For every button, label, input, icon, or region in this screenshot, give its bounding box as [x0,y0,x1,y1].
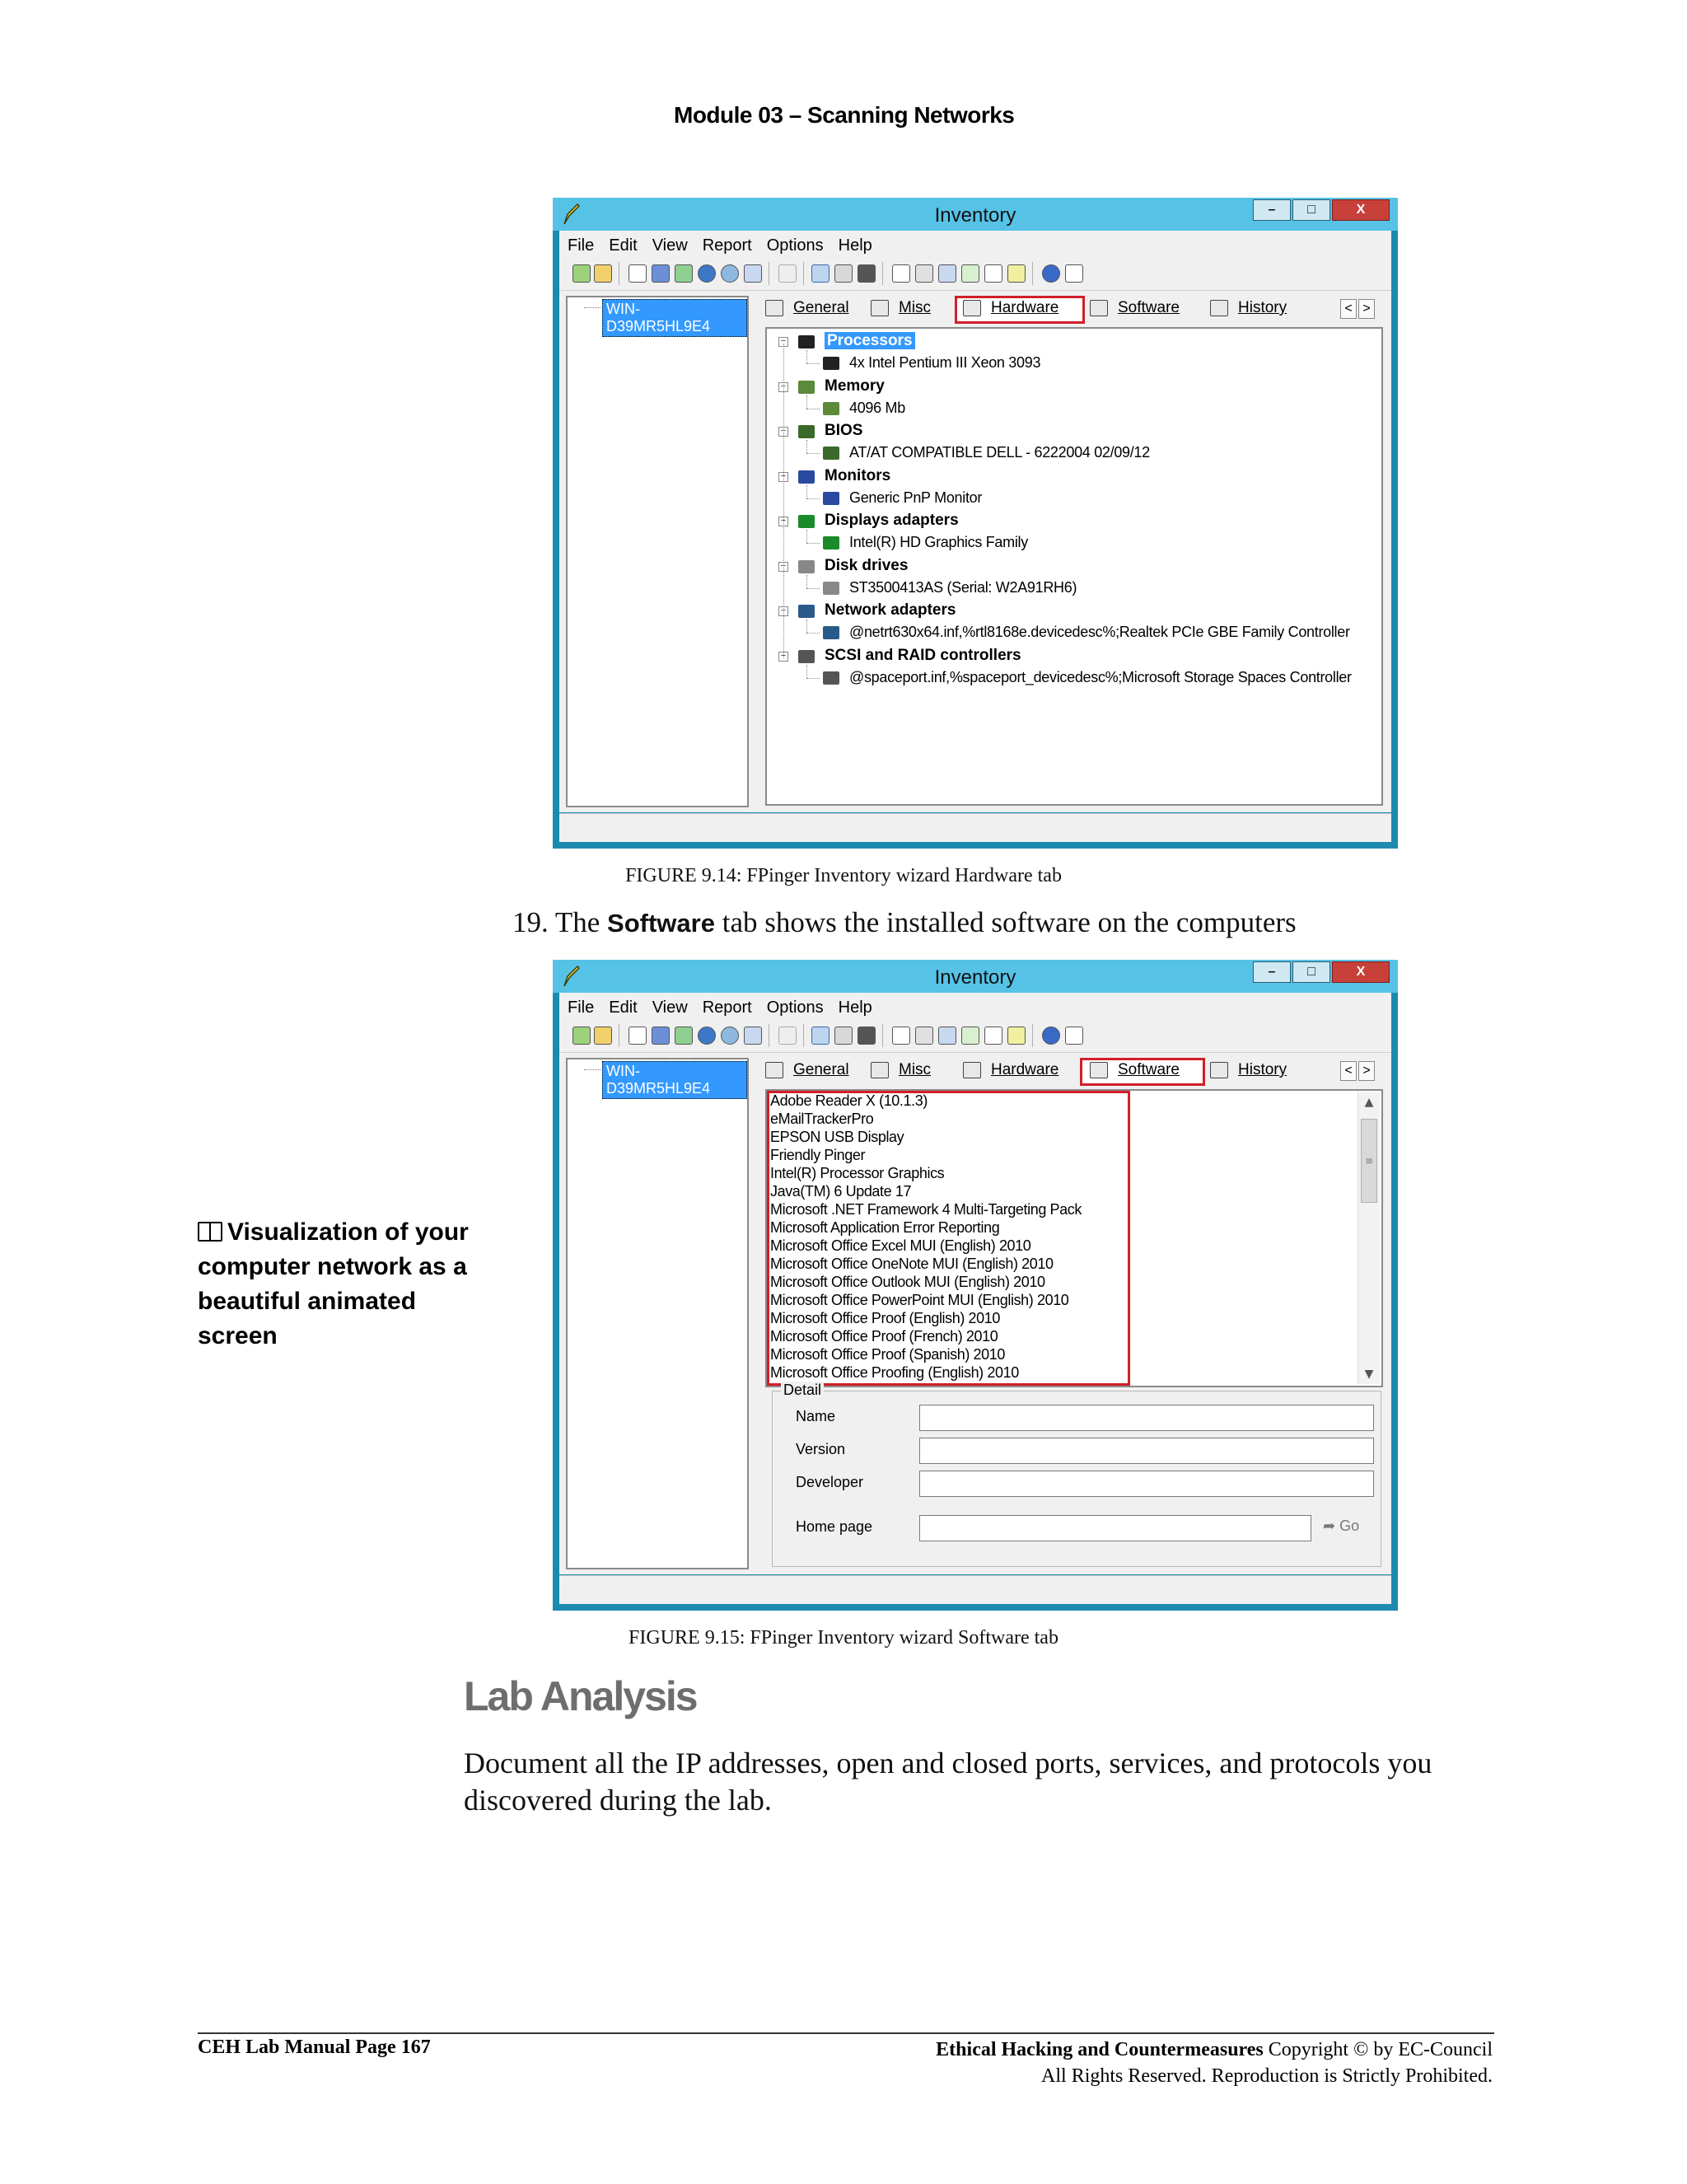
tab-scroll-right[interactable]: > [1358,1061,1375,1081]
vertical-scrollbar[interactable] [1358,1092,1380,1384]
tree-collapse-icon[interactable]: − [778,562,788,572]
tab-history[interactable]: History [1210,299,1287,320]
home-page-label: Home page [796,1518,873,1535]
hardware-category[interactable]: SCSI and RAID controllers [825,646,1021,664]
software-list[interactable] [765,1089,1383,1387]
client-area [559,1053,1391,1574]
hardware-category[interactable]: BIOS [825,422,863,439]
binoculars-icon[interactable] [858,1027,876,1045]
minimize-button[interactable]: – [1253,961,1291,983]
tab-hardware[interactable]: Hardware [963,1061,1058,1083]
toolbar-separator [1032,262,1033,285]
inventory-icon[interactable] [811,264,829,283]
hardware-category[interactable]: Displays adapters [825,512,959,529]
windows-icon[interactable] [938,1027,956,1045]
tab-scroll-left[interactable]: < [1340,1061,1357,1081]
menu-help[interactable]: Help [838,236,872,255]
computers-icon[interactable] [834,264,853,283]
tree-connector [806,453,820,454]
tree-root-computer[interactable]: WIN-D39MR5HL9E4 [602,1061,747,1099]
home-page-field[interactable] [919,1515,1311,1541]
menu-bar [559,993,1391,1019]
hardware-icon [963,300,981,316]
tree-connector [806,350,807,363]
sync-icon[interactable] [961,264,979,283]
hardware-device[interactable]: @netrt630x64.inf,%rtl8168e.devicedesc%;Realtek PCIe GBE Family Controller [849,624,1350,640]
history-icon [1210,1062,1228,1078]
tree-connector [806,530,807,543]
toolbar [559,1019,1391,1053]
hardware-category[interactable]: Processors [825,332,915,350]
tab-scroll-left[interactable]: < [1340,299,1357,319]
hardware-category-icon [798,470,815,484]
name-field[interactable] [919,1405,1374,1431]
menu-options[interactable]: Options [766,236,824,255]
undo-icon[interactable] [778,1027,797,1045]
footer-copyright: Ethical Hacking and Countermeasures Copyright © by EC-Council All Rights Reserved. Reproduction is Strictly Prohibited. [936,2039,1493,2087]
status-bar [559,1575,1391,1604]
about-icon[interactable] [1065,264,1083,283]
maximize-button[interactable]: □ [1292,199,1330,221]
name-label: Name [796,1408,836,1424]
hardware-device[interactable]: Generic PnP Monitor [849,489,983,506]
software-list-item[interactable]: Microsoft Office Proof (French) 2010 [770,1328,998,1345]
software-list-item[interactable]: Microsoft Office Proof (English) 2010 [770,1310,1000,1326]
hardware-category[interactable]: Network adapters [825,601,956,619]
about-icon[interactable] [1065,1027,1083,1045]
hardware-device-icon [823,582,839,595]
software-list-item[interactable]: Intel(R) Processor Graphics [770,1165,945,1181]
hardware-category[interactable]: Disk drives [825,556,909,574]
close-button[interactable]: X [1332,199,1390,221]
tab-software[interactable]: Software [1090,1061,1180,1083]
sql-icon[interactable] [675,264,693,283]
refresh-icon[interactable] [572,264,591,283]
tab-strip [760,296,1393,322]
list-icon[interactable] [984,264,1002,283]
version-field[interactable] [919,1438,1374,1464]
hardware-device-icon [823,447,839,460]
tab-hardware[interactable]: Hardware [963,299,1058,320]
figure-caption-software: FIGURE 9.15: FPinger Inventory wizard Software tab [629,1627,1058,1649]
globe-icon[interactable] [721,1027,739,1045]
windows-icon[interactable] [938,264,956,283]
hardware-device-icon [823,536,839,550]
help-icon[interactable] [1042,1027,1060,1045]
detail-legend: Detail [781,1382,824,1399]
tree-connector [806,440,807,453]
software-list-item[interactable]: Microsoft Office OneNote MUI (English) 2010 [770,1256,1054,1272]
check-icon[interactable] [1007,264,1026,283]
software-icon [1090,1062,1108,1078]
undo-icon[interactable] [778,264,797,283]
tab-general[interactable]: General [765,1061,849,1083]
hardware-device-icon [823,357,839,370]
misc-icon [871,1062,889,1078]
table-icon[interactable] [652,264,670,283]
computer-tree [566,1058,749,1569]
hardware-device[interactable]: ST3500413AS (Serial: W2A91RH6) [849,578,1077,596]
sync-icon[interactable] [961,1027,979,1045]
history-icon [1210,300,1228,316]
software-list-item[interactable]: Microsoft Office Excel MUI (English) 2010 [770,1237,1031,1254]
tree-icon[interactable] [915,1027,933,1045]
list-icon[interactable] [984,1027,1002,1045]
hardware-category[interactable]: Monitors [825,466,891,484]
database-icon[interactable] [698,1027,716,1045]
toolbar-separator [882,262,883,285]
menu-bar [559,231,1391,257]
tree-connector [806,363,820,364]
window-title: Inventory [934,966,1016,989]
software-list-item[interactable]: Microsoft Application Error Reporting [770,1219,1000,1236]
hardware-category-icon [798,650,815,663]
checklist-icon[interactable] [892,1027,910,1045]
hardware-device-icon [823,671,839,685]
tree-collapse-icon[interactable]: − [778,382,788,392]
network-icon[interactable] [744,264,762,283]
tab-software[interactable]: Software [1090,299,1180,320]
software-list-item[interactable]: Adobe Reader X (10.1.3) [770,1092,928,1109]
checklist-icon[interactable] [892,264,910,283]
software-list-item[interactable]: Java(TM) 6 Update 17 [770,1183,912,1200]
footer-rule [198,2032,1494,2034]
globe-icon[interactable] [721,264,739,283]
open-folder-icon[interactable] [594,264,612,283]
document-icon[interactable] [629,1027,647,1045]
hardware-device-icon [823,402,839,415]
hardware-category-icon [798,425,815,438]
sidebar-note: Visualization of your computer network as a beautiful animated screen [198,1218,469,1349]
hardware-category-icon [798,335,815,348]
hardware-device[interactable]: @spaceport.inf,%spaceport_devicedesc%;Microsoft Storage Spaces Controller [849,668,1352,685]
software-list-item[interactable]: Microsoft Office PowerPoint MUI (English) 2010 [770,1292,1069,1308]
hardware-icon [963,1062,981,1078]
client-area [559,291,1391,812]
hardware-device-icon [823,626,839,639]
software-list-item[interactable]: Microsoft Office Outlook MUI (English) 2010 [770,1274,1045,1290]
hardware-category[interactable]: Memory [825,376,885,395]
help-icon[interactable] [1042,264,1060,283]
tree-connector [806,575,807,588]
detail-group [772,1382,1381,1567]
tree-icon[interactable] [915,264,933,283]
hardware-device[interactable]: 4096 Mb [849,399,905,416]
scroll-down-icon[interactable]: ▼ [1364,1368,1374,1381]
version-label: Version [796,1441,846,1457]
menu-report[interactable]: Report [702,236,752,255]
lab-analysis-heading: Lab Analysis [464,1673,697,1719]
tab-scroll-right[interactable]: > [1358,299,1375,319]
toolbar [559,257,1391,291]
menu-view[interactable]: View [652,998,688,1017]
go-button[interactable]: ➦ Go [1323,1518,1360,1534]
scroll-thumb[interactable]: ≡ [1361,1119,1377,1203]
database-icon[interactable] [698,264,716,283]
tree-collapse-icon[interactable]: − [778,606,788,616]
tree-connector [584,1069,600,1070]
hardware-category-icon [798,605,815,618]
tab-strip [760,1058,1393,1084]
general-icon [765,300,783,316]
software-list-item[interactable]: EPSON USB Display [770,1129,904,1145]
status-bar [559,813,1391,842]
go-arrow-icon: ➦ [1323,1518,1336,1534]
tab-misc[interactable]: Misc [871,299,931,320]
toolbar-separator [803,262,804,285]
misc-icon [871,300,889,316]
tree-connector [806,485,807,498]
tree-connector [806,678,820,679]
close-button[interactable]: X [1332,961,1390,983]
menu-view[interactable]: View [652,236,688,255]
menu-edit[interactable]: Edit [609,998,638,1017]
computer-tree [566,296,749,807]
toolbar-separator [803,1024,804,1047]
tree-collapse-icon[interactable]: − [778,427,788,437]
computers-icon[interactable] [834,1027,853,1045]
toolbar-separator [1032,1024,1033,1047]
general-icon [765,1062,783,1078]
software-icon [1090,300,1108,316]
window-title: Inventory [934,204,1016,227]
hardware-tree [765,327,1383,806]
check-icon[interactable] [1007,1027,1026,1045]
document-icon[interactable] [629,264,647,283]
software-highlight-box [767,1091,1130,1386]
hardware-category-icon [798,381,815,394]
module-header: Module 03 – Scanning Networks [674,102,1015,128]
software-list-item[interactable]: Microsoft Office Proof (Spanish) 2010 [770,1346,1006,1363]
menu-edit[interactable]: Edit [609,236,638,255]
tree-connector [783,344,784,658]
lab-analysis-body: Document all the IP addresses, open and closed ports, services, and protocols you discovered during the lab. [464,1747,1432,1817]
inventory-icon[interactable] [811,1027,829,1045]
minimize-button[interactable]: – [1253,199,1291,221]
book-icon [198,1222,222,1242]
inventory-window-software [553,960,1398,1611]
menu-file[interactable]: File [568,998,595,1017]
tree-connector [806,543,820,544]
tree-connector [806,498,820,499]
hardware-device[interactable]: AT/AT COMPATIBLE DELL - 6222004 02/09/12 [849,444,1150,461]
binoculars-icon[interactable] [858,264,876,283]
tree-collapse-icon[interactable]: − [778,472,788,482]
title-bar [553,960,1398,993]
menu-help[interactable]: Help [838,998,872,1017]
open-folder-icon[interactable] [594,1027,612,1045]
hardware-category-icon [798,560,815,573]
tab-misc[interactable]: Misc [871,1061,931,1083]
table-icon[interactable] [652,1027,670,1045]
software-list-item[interactable]: Microsoft Office Proofing (English) 2010 [770,1364,1019,1381]
developer-field[interactable] [919,1471,1374,1497]
tree-collapse-icon[interactable]: − [778,337,788,347]
toolbar-separator [882,1024,883,1047]
menu-report[interactable]: Report [702,998,752,1017]
tab-general[interactable]: General [765,299,849,320]
hardware-device-icon [823,492,839,505]
scroll-up-icon[interactable]: ▲ [1364,1096,1374,1109]
tree-collapse-icon[interactable]: − [778,652,788,662]
tree-connector [806,633,820,634]
tree-collapse-icon[interactable]: − [778,517,788,526]
network-icon[interactable] [744,1027,762,1045]
hardware-device[interactable]: Intel(R) HD Graphics Family [849,534,1028,550]
maximize-button[interactable]: □ [1292,961,1330,983]
software-list-item[interactable]: Friendly Pinger [770,1147,866,1163]
tree-connector [806,620,807,633]
step-bold-word: Software [607,909,715,938]
tree-root-computer[interactable]: WIN-D39MR5HL9E4 [602,299,747,337]
refresh-icon[interactable] [572,1027,591,1045]
footer-page-label: CEH Lab Manual Page 167 [198,2037,431,2058]
inventory-window-hardware [553,198,1398,849]
tree-connector [806,588,820,589]
sql-icon[interactable] [675,1027,693,1045]
developer-label: Developer [796,1474,864,1490]
title-bar [553,198,1398,231]
tab-history[interactable]: History [1210,1061,1287,1083]
tree-connector [806,395,807,409]
menu-options[interactable]: Options [766,998,824,1017]
hardware-category-icon [798,515,815,528]
step-19-text: 19. The Software tab shows the installed software on the computers [512,906,1297,938]
hardware-device[interactable]: 4x Intel Pentium III Xeon 3093 [849,354,1041,371]
menu-file[interactable]: File [568,236,595,255]
software-list-item[interactable]: Microsoft .NET Framework 4 Multi-Targeting Pack [770,1201,1082,1218]
software-list-item[interactable]: eMailTrackerPro [770,1111,874,1127]
figure-caption-hardware: FIGURE 9.14: FPinger Inventory wizard Hardware tab [625,865,1062,886]
tree-connector [584,307,600,308]
tree-connector [806,665,807,678]
